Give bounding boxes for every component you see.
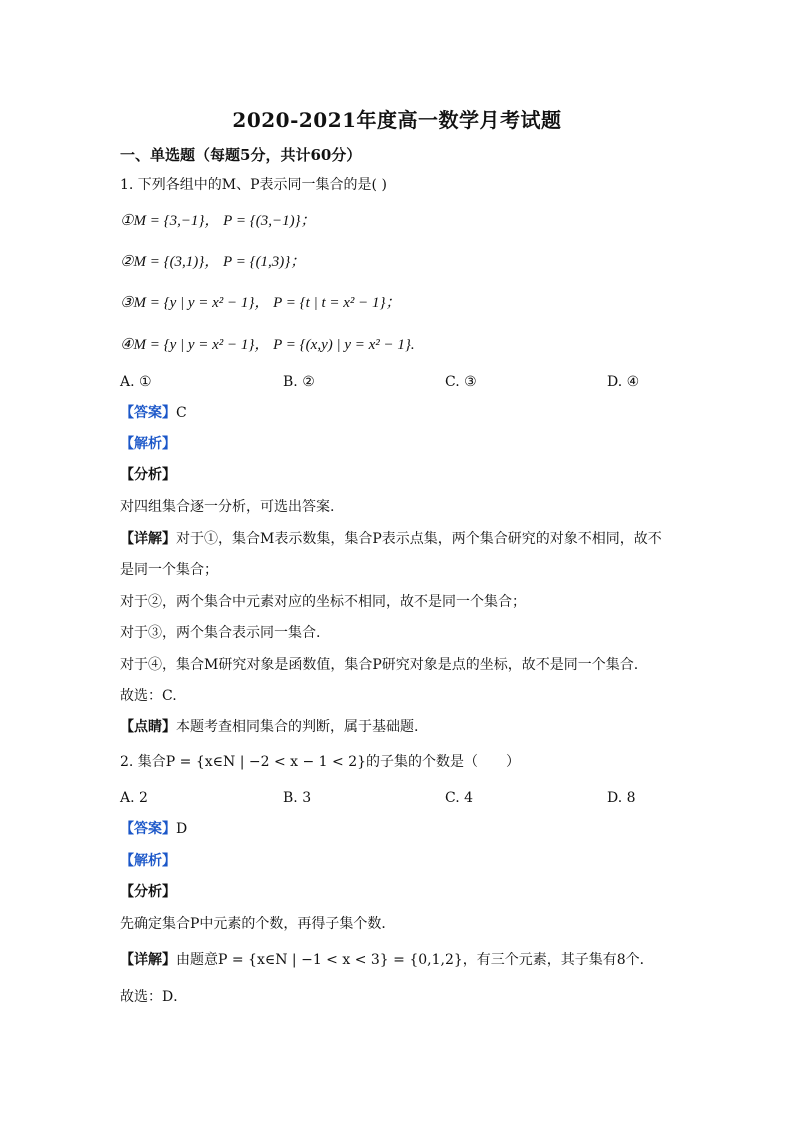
q1-item-4: ④M = {y | y = x² − 1}， P = {(x,y) | y = x² − 1}. [120, 337, 415, 353]
detail-label: 【详解】 [120, 531, 176, 547]
q1-detail-line-2: 是同一个集合； [120, 562, 218, 578]
section-heading: 一、单选题（每题5分，共计60分） [120, 146, 362, 164]
q1-detail-line-4: 对于③，两个集合表示同一集合. [120, 625, 321, 641]
detail-text: 对于①，集合M表示数集，集合P表示点集，两个集合研究的对象不相同，故不 [176, 531, 662, 547]
q2-fenxi-text: 先确定集合P中元素的个数，再得子集个数． [120, 916, 396, 932]
q2-answer [120, 819, 187, 839]
dianjing-label: 【点睛】 [120, 719, 176, 735]
answer-label: 【答案】 [120, 405, 176, 421]
q1-fenxi-label: 【分析】 [120, 467, 176, 483]
q1-option-a: A. ① [120, 374, 152, 390]
q2-option-d: D. 8 [607, 790, 636, 806]
detail-text: 由题意P = {x∈N | −1 < x < 3} = {0,1,2}，有三个元素，其子集有8个． [176, 952, 654, 968]
q2-jiexi-label: 【解析】 [120, 853, 176, 869]
q1-detail-line-5: 对于④，集合M研究对象是函数值，集合P研究对象是点的坐标，故不是同一个集合. [120, 657, 639, 673]
q1-jiexi-label: 【解析】 [120, 436, 176, 452]
q1-fenxi-text: 对四组集合逐一分析，可选出答案. [120, 499, 335, 515]
q2-option-a: A. 2 [120, 790, 148, 806]
dianjing-text: 本题考查相同集合的判断，属于基础题. [176, 719, 419, 735]
q1-answer [120, 403, 187, 423]
q1-option-d: D. ④ [607, 374, 640, 390]
q2-option-c: C. 4 [445, 790, 474, 806]
q1-conclusion: 故选：C. [120, 688, 177, 704]
answer-value: D [176, 821, 188, 837]
q2-stem: 2. 集合P = {x∈N | −2 < x − 1 < 2}的子集的个数是（ ） [120, 754, 521, 770]
q1-item-3: ③M = {y | y = x² − 1}， P = {t | t = x² − 1}； [120, 295, 401, 311]
q1-detail-line-3: 对于②，两个集合中元素对应的坐标不相同，故不是同一个集合； [120, 594, 526, 610]
q2-fenxi-label: 【分析】 [120, 884, 176, 900]
q1-item-2: ②M = {(3,1)}， P = {(1,3)}； [120, 254, 306, 270]
q1-option-c: C. ③ [445, 374, 477, 390]
q1-stem: 1. 下列各组中的M、P表示同一集合的是( ) [120, 177, 387, 193]
detail-label: 【详解】 [120, 952, 176, 968]
answer-value: C [176, 405, 187, 421]
q1-detail-line-1 [120, 529, 662, 549]
q2-option-b: B. 3 [283, 790, 312, 806]
q2-conclusion: 故选：D． [120, 989, 188, 1005]
q1-item-1: ①M = {3,−1}， P = {(3,−1)}； [120, 213, 316, 229]
q2-detail [120, 950, 654, 970]
answer-label: 【答案】 [120, 821, 176, 837]
page-title: 2020-2021年度高一数学月考试题 [232, 108, 562, 132]
q1-option-b: B. ② [283, 374, 315, 390]
q1-dianjing [120, 717, 418, 737]
